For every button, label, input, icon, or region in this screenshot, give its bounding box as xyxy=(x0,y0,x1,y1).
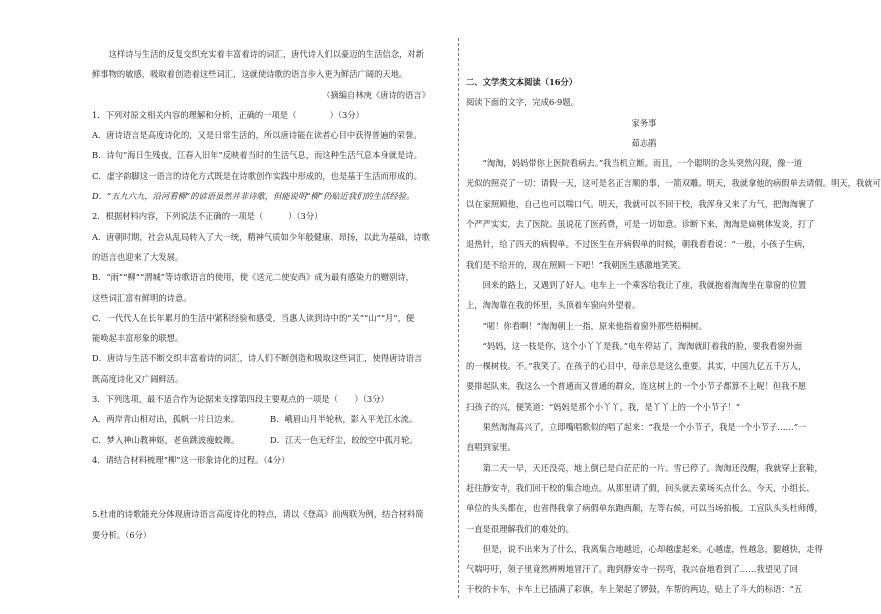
reading-instruction: 阅读下面的文字，完成6-9题。 xyxy=(466,97,579,108)
story-line: 扫孩子的兴，便笑道：“妈妈是那个小丫丫，我，是丫丫上的一个小节子！” xyxy=(466,401,740,412)
question-2-option-d: D．唐诗与生活不断交织丰富着诗的词汇，诗人们不断创造和吸取这些词汇，使得唐诗语言 xyxy=(92,353,423,364)
answer-space xyxy=(92,470,448,504)
question-3-stem: 3．下列选项，最不适合作为论据来支撑第四段主要观点的一项是（ ）（3分） xyxy=(92,394,389,405)
question-2-option-c: C．一代代人在长年累月的生活中紧积经验和感受，当惠人读到诗中的“关”“山”“月”，便 xyxy=(92,312,415,323)
story-line: 要排起队来，我这么一个普通而又普通的群众，连这树上的一个小节子都算不上呢！但我不愿 xyxy=(466,381,807,392)
story-line: 气喘吁吁，领子里竟然辨辨地冒汗了。跑到静安寺一拐弯，我兴奋地看到了……我望见了回 xyxy=(466,564,798,575)
question-2-option-d-cont: 既高度诗化又广阔鲜活。 xyxy=(92,373,184,384)
question-3-option-a: A．两岸青山相对出，孤帆一片日边来。 xyxy=(92,414,240,425)
story-line: 的一棵树枝。不。”我笑了。在孩子的心目中，母亲总是这么重要。其实，中国九亿五千万人， xyxy=(466,361,807,372)
story-line: “妈妈，这一枝是你，这个小丫丫是我。”电车停站了，淘淘就盯着我的脸，要我看窗外面 xyxy=(482,340,803,351)
intro-line: 这样诗与生活的反复交织充实着丰富着诗的词汇，唐代诗人们以豪迈的生活信念，对新 xyxy=(108,49,424,59)
story-line: 退热针，给了四天的病假单。不过医生在开病假单的时候，朝我看看说：“一般，小孩子生病， xyxy=(466,239,811,250)
question-2-option-a: A．唐朝时期，社会从乱局转入了大一统，精神气质如少年般健康、昂扬，以此为基础，诗歌 xyxy=(92,231,430,242)
question-2-option-b-cont: 这些词汇富有鲜明的诗意。 xyxy=(92,292,192,303)
story-line: 个严严实实，去了医院。虽说花了医药费，可是一切如意。诊断下来，淘淘是扁桃体发炎，打了 xyxy=(466,219,815,230)
column-divider xyxy=(458,38,459,598)
story-line: 直唱到家里。 xyxy=(466,442,516,453)
story-line: 光似的照亮了一切：请假一天，这可是名正言顺的事，一箭双雕。明天，我就拿他的病假单去请假。明天，我就可 xyxy=(466,178,881,189)
story-line: 赶往静安寺，我们回干校的集合地点。从那里请了假，回头就去菜场买点什么。今天，小组长、 xyxy=(466,482,815,493)
story-line: 干校的卡车，卡车上已插满了彩旗，车上架起了锣鼓，车帮的两边，贴上了斗大的标语：“五 xyxy=(466,584,803,595)
question-1-option-d: D．“五九六九，沿河看柳”的谚语虽然并非诗歌，但能说明“柳”仍贴近我们的生活经验。 xyxy=(92,191,415,202)
question-4-stem: 4．请结合材料梳理“柳”这一形象诗化的过程。（4分） xyxy=(92,454,290,465)
story-body xyxy=(466,153,881,600)
story-line: 果然淘淘高兴了，立即嘴唱歌似的唱了起来：“我是一个小节子，我是一个小节子……”一 xyxy=(482,422,807,433)
question-1-stem: 1．下列对原文相关内容的理解和分析，正确的一项是（ ）（3分） xyxy=(92,109,364,120)
source-citation: （摘编自林庚《唐诗的语言》 xyxy=(322,89,430,100)
story-line: 第二天一早，天还没亮，地上倒已是白茫茫的一片。雪已停了。淘淘还没醒，我就穿上套鞋， xyxy=(482,462,823,473)
question-3-options-row xyxy=(92,430,448,450)
story-line: 回来的路上，又遇到了好人。电车上一个乘客给我让了座，我就抱着淘淘坐在靠窗的位置 xyxy=(482,279,807,290)
question-5-stem-cont: 要分析。（6分） xyxy=(92,529,152,540)
question-1-option-a: A．唐诗语言是高度诗化的，又是日常生活的，所以唐诗能在读者心目中获得普遍的荣誉。 xyxy=(92,130,422,141)
story-title: 家务事 xyxy=(631,117,657,128)
left-column xyxy=(92,44,448,545)
story-line: “喏！你看啊！”淘淘朝上一指，原来他指着窗外那些梧桐树。 xyxy=(482,320,707,331)
intro-line: 鲜事物的敏感，吸取着创造着这些词汇，这就使诗歌的语言步入更为鲜活广阔的天地。 xyxy=(92,69,408,80)
question-3-option-b: B．峨眉山月半轮秋，影入平羌江水流。 xyxy=(270,414,418,425)
story-line: 以在家照顾他，自己也可以喘口气。明天，我就可以不回干校，我浑身又来了力气，把淘淘裹了 xyxy=(466,198,815,209)
question-3-option-c: C．梦入神山教神妪，老鱼跳波瘦蛟舞。 xyxy=(92,434,240,445)
question-1-option-c: C．虚字韵脚这一语言的诗化方式既是在诗歌创作实践中形成的，也是基于生活而形成的。 xyxy=(92,170,422,181)
story-line: 上，淘淘靠在我的怀里，头顶着车窗向外望着。 xyxy=(466,300,641,311)
question-1-option-b: B．诗句“海日生残夜，江春入旧年”反映着当时的生活气息，而这种生活气息本身就是诗。 xyxy=(92,150,422,161)
question-5-stem: 5.杜甫的诗歌能充分体现唐诗语言高度诗化的特点，请以《登高》前两联为例，结合材料简 xyxy=(92,509,424,520)
question-3-option-d: D．江天一色无纤尘，皎皎空中孤月轮。 xyxy=(270,434,418,445)
question-2-stem: 2．根据材料内容，下列说法不正确的一项是（ ）（3分） xyxy=(92,211,323,222)
right-column xyxy=(466,72,881,600)
story-line: 一直是很理解我们的难处的。 xyxy=(466,523,574,534)
question-2-option-a-cont: 的语言也迎来了大发展。 xyxy=(92,251,184,262)
question-2-option-b: B．“雨”“柳”“渭城”等诗歌语言的使用，使《送元二使安西》成为最有感染力的赠别诗， xyxy=(92,272,414,283)
story-line: “淘淘，妈妈带你上医院看病去。”我当机立断。而且，一个聪明的念头突然闪现，像一道 xyxy=(482,158,803,169)
question-3-options-row xyxy=(92,409,448,429)
story-line: 单位的头头都在，也省得我拿了病假单东跑西颠，左等右候，可以当场拍板。工宣队头头杜师傅， xyxy=(466,503,823,514)
story-line: 但是，说不出来为了什么，我离集合地越近，心却越虚起来。心越虚，性越急，腿越快，走得 xyxy=(482,543,823,554)
story-author: 茹志鹃 xyxy=(631,137,657,148)
story-line: 我们是不给开的，现在照顾一下吧！”我朝医生感激地笑笑。 xyxy=(466,259,686,270)
question-2-option-c-cont: 能唤起丰富形象的联想。 xyxy=(92,333,184,344)
section-heading: 二、文学类文本阅读（16分） xyxy=(466,77,578,87)
